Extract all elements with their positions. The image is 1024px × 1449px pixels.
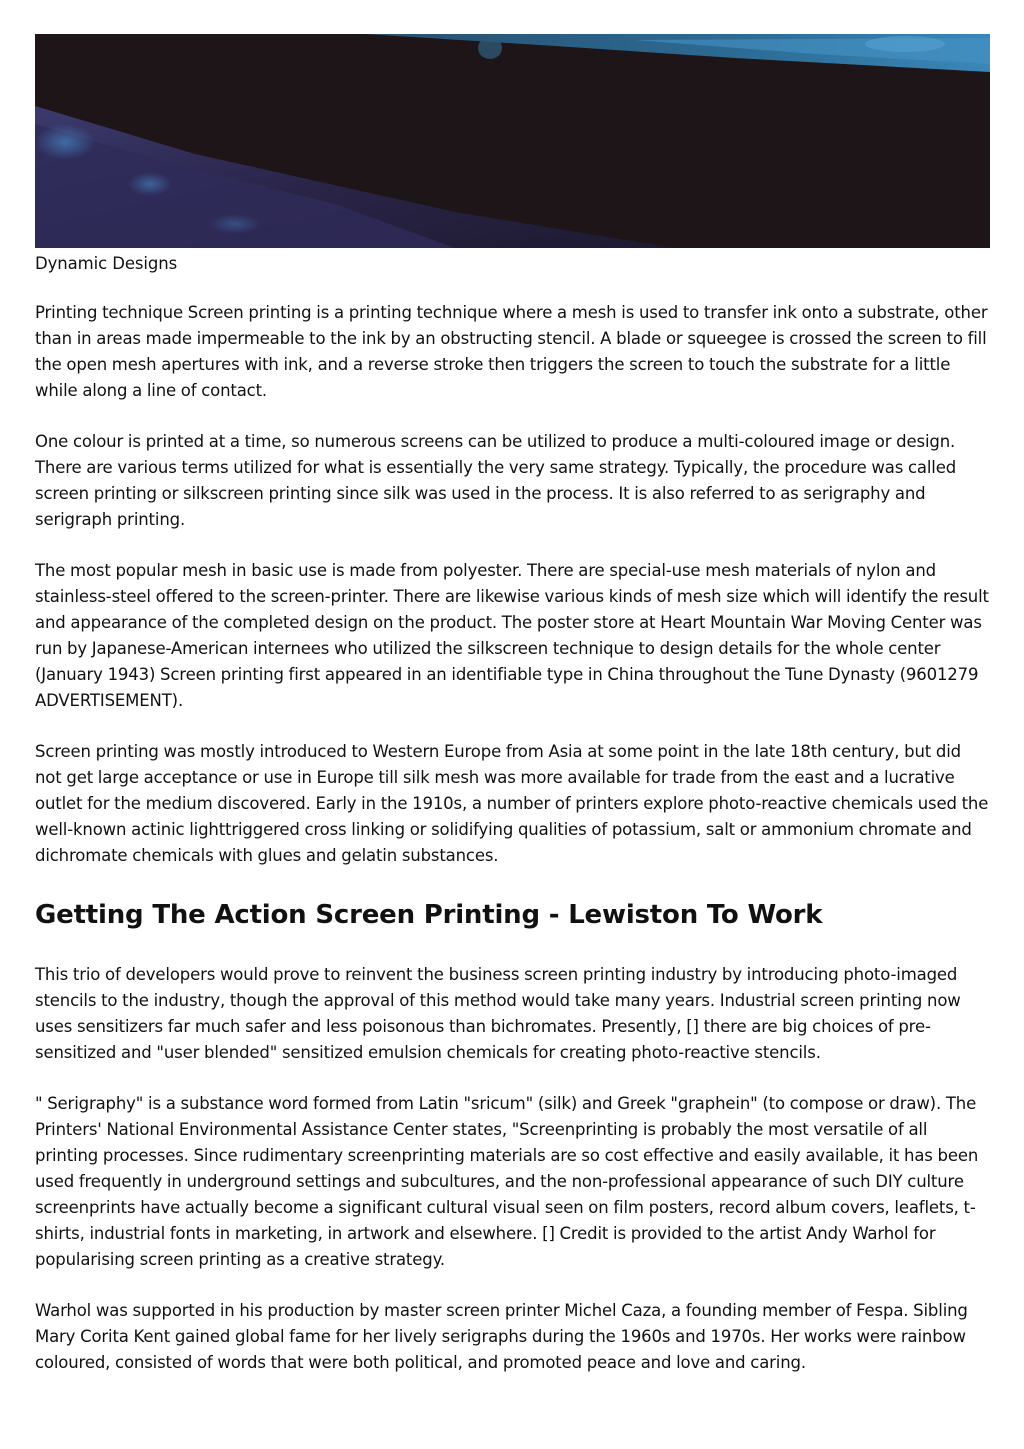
image-caption: Dynamic Designs — [35, 254, 178, 273]
paragraph: The most popular mesh in basic use is made from polyester. There are special-use mesh materials of nylon and stainless-steel offered to the screen-printer. There are likewise various kinds of mesh size which will identify the result and appearance of the completed design on the product. The poster store at Heart Mountain War Moving Center was run by Japanese-American internees who utilized the silkscreen technique to design details for the whole center (January 1943) Screen printing first appeared in an identifiable type in China throughout the Tune Dynasty (9601279 ADVERTISEMENT). — [35, 561, 989, 710]
paragraph: This trio of developers would prove to reinvent the business screen printing industry by introducing photo-imaged stencils to the industry, though the approval of this method would take many years. Industrial screen printing now uses sensitizers far much safer and less poisonous than bichromates. Presently, [] there are big choices of pre-sensitized and "user blended" sensitized emulsion chemicals for creating photo-reactive stencils. — [35, 965, 961, 1062]
paragraph: Screen printing was mostly introduced to Western Europe from Asia at some point in the late 18th century, but did not get large acceptance or use in Europe till silk mesh was more available for trade from the east and a lucrative outlet for the medium discovered. Early in the 1910s, a number of printers explore photo-reactive chemicals used the well-known actinic lighttriggered cross linking or solidifying qualities of potassium, salt or ammonium chromate and dichromate chemicals with glues and gelatin substances. — [35, 742, 989, 865]
hero-image-graphic — [35, 34, 990, 248]
hero-image — [35, 34, 990, 248]
section-heading: Getting The Action Screen Printing - Lewiston To Work — [35, 900, 823, 930]
paragraph: Warhol was supported in his production by master screen printer Michel Caza, a founding member of Fespa. Sibling Mary Corita Kent gained global fame for her lively serigraphs during the 1960s and 1970s. Her works were rainbow coloured, consisted of words that were both political, and promoted peace and love and caring. — [35, 1301, 968, 1372]
paragraph: " Serigraphy" is a substance word formed from Latin "sricum" (silk) and Greek "graphein" (to compose or draw). The Printers' National Environmental Assistance Center states, "Screenprinting is probably the most versatile of all printing processes. Since rudimentary screenprinting materials are so cost effective and easily available, it has been used frequently in underground settings and subcultures, and the non-professional appearance of such DIY culture screenprints have actually become a significant cultural visual seen on film posters, record album covers, leaflets, t-shirts, industrial fonts in marketing, in artwork and elsewhere. [] Credit is provided to the artist Andy Warhol for popularising screen printing as a creative strategy. — [35, 1094, 979, 1269]
paragraph: One colour is printed at a time, so numerous screens can be utilized to produce a multi-coloured image or design. There are various terms utilized for what is essentially the very same strategy. Typically, the procedure was called screen printing or silkscreen printing since silk was used in the process. It is also referred to as serigraphy and serigraph printing. — [35, 432, 957, 529]
paragraph: Printing technique Screen printing is a printing technique where a mesh is used to transfer ink onto a substrate, other than in areas made impermeable to the ink by an obstructing stencil. A blade or squeegee is crossed the screen to fill the open mesh apertures with ink, and a reverse stroke then triggers the screen to touch the substrate for a little while along a line of contact. — [35, 303, 988, 400]
